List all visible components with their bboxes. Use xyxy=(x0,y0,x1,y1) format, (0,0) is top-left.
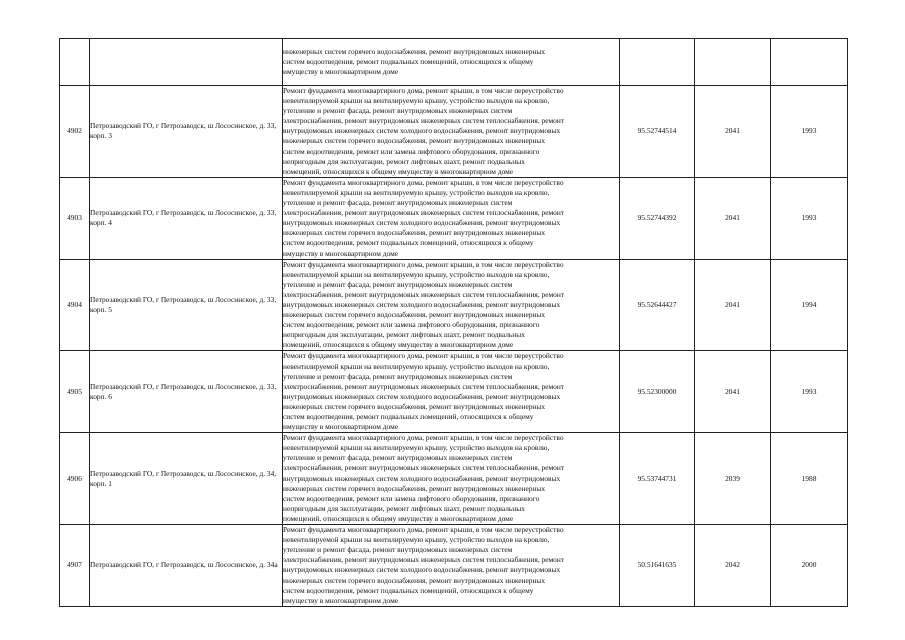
work-line: внутридомовых инженерных систем холодного водоснабжения, ремонт внутридомовых xyxy=(283,391,561,401)
row-year-plan: 2041 xyxy=(695,177,771,259)
row-year-plan: 2042 xyxy=(695,525,771,607)
row-year-built: 2000 xyxy=(771,525,848,607)
work-line: Ремонт фундамента многоквартирного дома, ремонт крыши, в том числе переустройство xyxy=(283,433,564,443)
work-line: внутридомовых инженерных систем холодного водоснабжения, ремонт внутридомовых xyxy=(283,126,561,136)
work-line: невентилируемой крыши на вентилируемую крышу, устройство выходов на кровлю, xyxy=(283,96,550,106)
work-line: непригодным для эксплуатации, ремонт лифтовых шахт, ремонт подвальных xyxy=(283,156,525,166)
work-line: Ремонт фундамента многоквартирного дома, ремонт крыши, в том числе переустройство xyxy=(283,351,564,361)
work-line: невентилируемой крыши на вентилируемую крышу, устройство выходов на кровлю, xyxy=(283,187,550,197)
work-line: утепление и ремонт фасада, ремонт внутридомовых инженерных систем xyxy=(283,453,513,463)
work-line: электроснабжения, ремонт внутридомовых инженерных систем теплоснабжения, ремонт xyxy=(283,555,565,565)
row-address: Петрозаводский ГО, г Петрозаводск, ш Лососинское, д. 33, корп. 4 xyxy=(90,177,283,259)
work-line: инженерных систем горячего водоснабжения, ремонт внутридомовых инженерных xyxy=(283,483,546,493)
program-table xyxy=(59,38,848,607)
row-number: 4904 xyxy=(60,259,90,351)
work-line: непригодным для эксплуатации, ремонт лифтовых шахт, ремонт подвальных xyxy=(283,503,525,513)
row-value xyxy=(620,39,695,86)
row-address: Петрозаводский ГО, г Петрозаводск, ш Лососинское, д. 34а xyxy=(90,525,283,607)
work-line: инженерных систем горячего водоснабжения, ремонт внутридомовых инженерных xyxy=(283,575,546,585)
work-line: электроснабжения, ремонт внутридомовых инженерных систем теплоснабжения, ремонт xyxy=(283,208,565,218)
work-line: помещений, относящихся к общему имуществу в многоквартирном доме xyxy=(283,340,514,350)
row-work-description xyxy=(283,259,620,351)
row-work-description xyxy=(283,351,620,433)
work-line: электроснабжения, ремонт внутридомовых инженерных систем теплоснабжения, ремонт xyxy=(283,289,565,299)
row-address: Петрозаводский ГО, г Петрозаводск, ш Лососинское, д. 34, корп. 1 xyxy=(90,433,283,525)
work-line: невентилируемой крыши на вентилируемую крышу, устройство выходов на кровлю, xyxy=(283,443,550,453)
work-line: утепление и ремонт фасада, ремонт внутридомовых инженерных систем xyxy=(283,198,513,208)
work-line: внутридомовых инженерных систем холодного водоснабжения, ремонт внутридомовых xyxy=(283,218,561,228)
work-line: утепление и ремонт фасада, ремонт внутридомовых инженерных систем xyxy=(283,545,513,555)
row-year-built: 1993 xyxy=(771,351,848,433)
work-line: имуществу в многоквартирном доме xyxy=(283,67,399,77)
row-work-description xyxy=(283,525,620,607)
row-number: 4905 xyxy=(60,351,90,433)
work-line: имуществу в многоквартирном доме xyxy=(283,595,399,605)
table-row xyxy=(60,86,848,178)
work-line: невентилируемой крыши на вентилируемую крышу, устройство выходов на кровлю, xyxy=(283,535,550,545)
work-line: внутридомовых инженерных систем холодного водоснабжения, ремонт внутридомовых xyxy=(283,299,561,309)
work-line: инженерных систем горячего водоснабжения, ремонт внутридомовых инженерных xyxy=(283,136,546,146)
table-row xyxy=(60,351,848,433)
row-year-built xyxy=(771,39,848,86)
row-value: 95.52744514 xyxy=(620,86,695,178)
row-year-plan: 2041 xyxy=(695,259,771,351)
row-value: 95.52744392 xyxy=(620,177,695,259)
work-line: невентилируемой крыши на вентилируемую крышу, устройство выходов на кровлю, xyxy=(283,361,550,371)
work-line: утепление и ремонт фасада, ремонт внутридомовых инженерных систем xyxy=(283,106,513,116)
work-line: инженерных систем горячего водоснабжения, ремонт внутридомовых инженерных xyxy=(283,46,546,56)
row-address xyxy=(90,39,283,86)
table-row xyxy=(60,525,848,607)
row-work-description xyxy=(283,86,620,178)
row-year-plan: 2039 xyxy=(695,433,771,525)
work-line: утепление и ремонт фасада, ремонт внутридомовых инженерных систем xyxy=(283,279,513,289)
work-line: помещений, относящихся к общему имуществу в многоквартирном доме xyxy=(283,513,514,523)
work-line: электроснабжения, ремонт внутридомовых инженерных систем теплоснабжения, ремонт xyxy=(283,381,565,391)
work-line: невентилируемой крыши на вентилируемую крышу, устройство выходов на кровлю, xyxy=(283,269,550,279)
row-number: 4907 xyxy=(60,525,90,607)
row-year-built: 1988 xyxy=(771,433,848,525)
row-number: 4903 xyxy=(60,177,90,259)
row-address: Петрозаводский ГО, г Петрозаводск, ш Лососинское, д. 33, корп. 5 xyxy=(90,259,283,351)
work-line: систем водоотведения, ремонт или замена лифтового оборудования, признанного xyxy=(283,493,540,503)
work-line: систем водоотведения, ремонт подвальных помещений, относящихся к общему xyxy=(283,238,534,248)
row-year-plan: 2041 xyxy=(695,86,771,178)
work-line: Ремонт фундамента многоквартирного дома, ремонт крыши, в том числе переустройство xyxy=(283,177,564,187)
work-line: имуществу в многоквартирном доме xyxy=(283,422,399,432)
row-year-plan: 2041 xyxy=(695,351,771,433)
table-row xyxy=(60,39,848,86)
work-line: систем водоотведения, ремонт подвальных помещений, относящихся к общему xyxy=(283,585,534,595)
work-line: инженерных систем горячего водоснабжения, ремонт внутридомовых инженерных xyxy=(283,310,546,320)
row-year-built: 1993 xyxy=(771,177,848,259)
work-line: внутридомовых инженерных систем холодного водоснабжения, ремонт внутридомовых xyxy=(283,473,561,483)
work-line: систем водоотведения, ремонт подвальных помещений, относящихся к общему xyxy=(283,56,534,66)
work-line: Ремонт фундамента многоквартирного дома, ремонт крыши, в том числе переустройство xyxy=(283,259,564,269)
work-line: систем водоотведения, ремонт подвальных помещений, относящихся к общему xyxy=(283,412,534,421)
work-line: инженерных систем горячего водоснабжения, ремонт внутридомовых инженерных xyxy=(283,401,546,411)
work-line: Ремонт фундамента многоквартирного дома, ремонт крыши, в том числе переустройство xyxy=(283,86,564,95)
work-line: инженерных систем горячего водоснабжения, ремонт внутридомовых инженерных xyxy=(283,228,546,238)
work-line: электроснабжения, ремонт внутридомовых инженерных систем теплоснабжения, ремонт xyxy=(283,463,565,473)
row-address: Петрозаводский ГО, г Петрозаводск, ш Лососинское, д. 33, корп. 3 xyxy=(90,86,283,178)
work-line: Ремонт фундамента многоквартирного дома, ремонт крыши, в том числе переустройство xyxy=(283,525,564,535)
row-number: 4906 xyxy=(60,433,90,525)
row-value: 95.52300000 xyxy=(620,351,695,433)
row-work-description xyxy=(283,39,620,86)
row-work-description xyxy=(283,433,620,525)
table-row xyxy=(60,177,848,259)
work-line: утепление и ремонт фасада, ремонт внутридомовых инженерных систем xyxy=(283,371,513,381)
row-year-plan xyxy=(695,39,771,86)
row-year-built: 1994 xyxy=(771,259,848,351)
row-number: 4902 xyxy=(60,86,90,178)
work-line: систем водоотведения, ремонт или замена лифтового оборудования, признанного xyxy=(283,320,540,330)
row-address: Петрозаводский ГО, г Петрозаводск, ш Лососинское, д. 33, корп. 6 xyxy=(90,351,283,433)
row-value: 50.51641635 xyxy=(620,525,695,607)
row-number xyxy=(60,39,90,86)
row-year-built: 1993 xyxy=(771,86,848,178)
table-row xyxy=(60,433,848,525)
row-value: 95.52644427 xyxy=(620,259,695,351)
table-row xyxy=(60,259,848,351)
work-line: электроснабжения, ремонт внутридомовых инженерных систем теплоснабжения, ремонт xyxy=(283,116,565,126)
row-value: 95.53744731 xyxy=(620,433,695,525)
work-line: внутридомовых инженерных систем холодного водоснабжения, ремонт внутридомовых xyxy=(283,565,561,575)
work-line: непригодным для эксплуатации, ремонт лифтовых шахт, ремонт подвальных xyxy=(283,330,525,340)
work-line: систем водоотведения, ремонт или замена лифтового оборудования, признанного xyxy=(283,146,540,156)
work-line: имуществу в многоквартирном доме xyxy=(283,248,399,258)
row-work-description xyxy=(283,177,620,259)
work-line: помещений, относящихся к общему имуществу в многоквартирном доме xyxy=(283,166,514,176)
